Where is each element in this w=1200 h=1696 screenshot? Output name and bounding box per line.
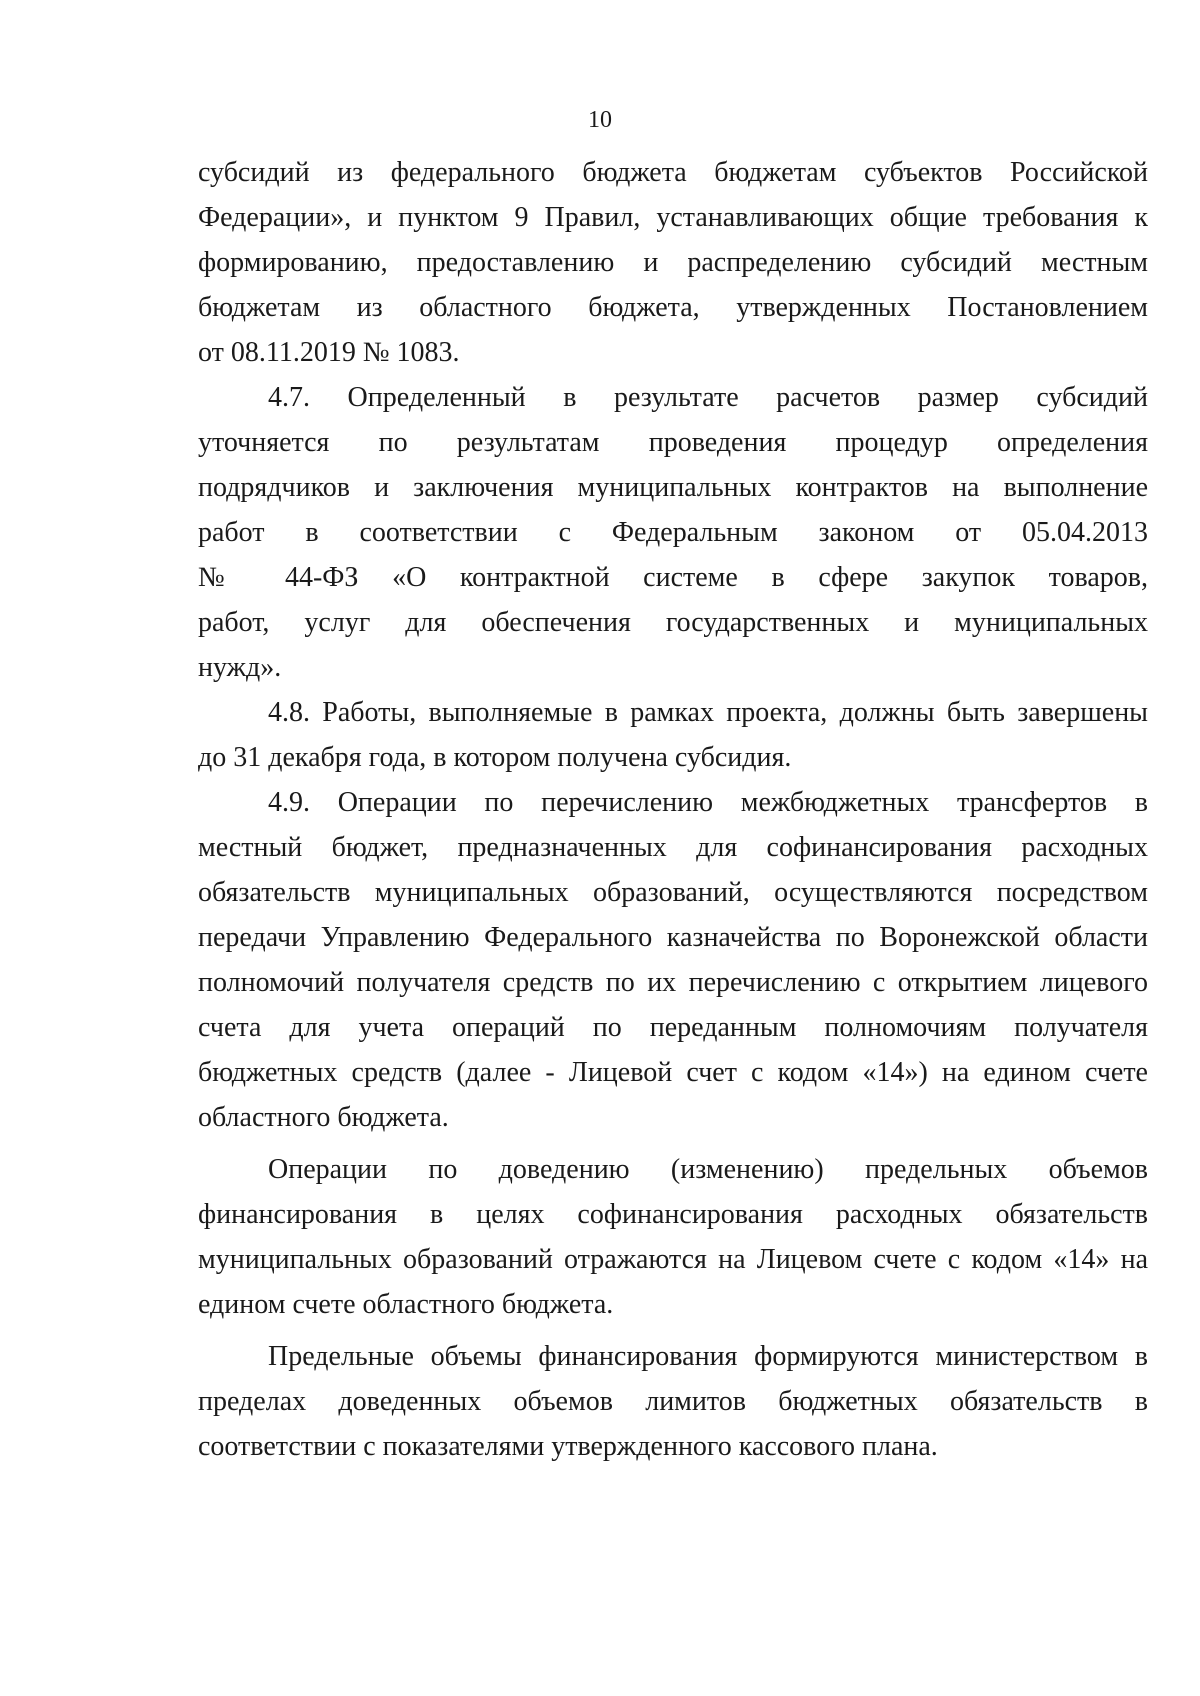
text-line: от 08.11.2019 № 1083. (198, 337, 460, 368)
text-line: местный бюджет, предназначенных для софинансирования расходных (198, 832, 1148, 863)
text-line: до 31 декабря года, в котором получена субсидия. (198, 742, 792, 773)
text-line: уточняется по результатам проведения процедур определения (198, 427, 1148, 458)
text-line: передачи Управлению Федерального казначейства по Воронежской области (198, 922, 1148, 953)
text-line: субсидий из федерального бюджета бюджетам субъектов Российской (198, 157, 1148, 188)
text-line: 4.7. Определенный в результате расчетов размер субсидий (268, 382, 1148, 413)
text-line: Предельные объемы финансирования формируются министерством в (268, 1341, 1148, 1372)
text-line: нужд». (198, 652, 282, 683)
text-line: работ, услуг для обеспечения государственных и муниципальных (198, 607, 1148, 638)
text-line: Операции по доведению (изменению) предельных объемов (268, 1154, 1148, 1185)
text-line: работ в соответствии с Федеральным законом от 05.04.2013 (198, 517, 1148, 548)
text-line: обязательств муниципальных образований, осуществляются посредством (198, 877, 1148, 908)
text-line: 4.8. Работы, выполняемые в рамках проекта, должны быть завершены (268, 697, 1148, 728)
page-number: 10 (588, 107, 612, 133)
text-line: полномочий получателя средств по их перечислению с открытием лицевого (198, 967, 1148, 998)
text-line: областного бюджета. (198, 1102, 449, 1133)
text-line: едином счете областного бюджета. (198, 1289, 614, 1320)
text-line: формированию, предоставлению и распределению субсидий местным (198, 247, 1148, 278)
text-line: бюджетам из областного бюджета, утвержденных Постановлением (198, 292, 1148, 323)
text-line: счета для учета операций по переданным полномочиям получателя (198, 1012, 1148, 1043)
text-line: Федерации», и пунктом 9 Правил, устанавливающих общие требования к (198, 202, 1148, 233)
text-line: № 44-ФЗ «О контрактной системе в сфере закупок товаров, (198, 562, 1148, 593)
text-line: 4.9. Операции по перечислению межбюджетных трансфертов в (268, 787, 1148, 818)
text-line: муниципальных образований отражаются на Лицевом счете с кодом «14» на (198, 1244, 1148, 1275)
text-line: соответствии с показателями утвержденного кассового плана. (198, 1431, 938, 1462)
text-line: подрядчиков и заключения муниципальных контрактов на выполнение (198, 472, 1148, 503)
text-line: финансирования в целях софинансирования расходных обязательств (198, 1199, 1148, 1230)
text-line: бюджетных средств (далее - Лицевой счет с кодом «14») на едином счете (198, 1057, 1148, 1088)
text-line: пределах доведенных объемов лимитов бюджетных обязательств в (198, 1386, 1148, 1417)
